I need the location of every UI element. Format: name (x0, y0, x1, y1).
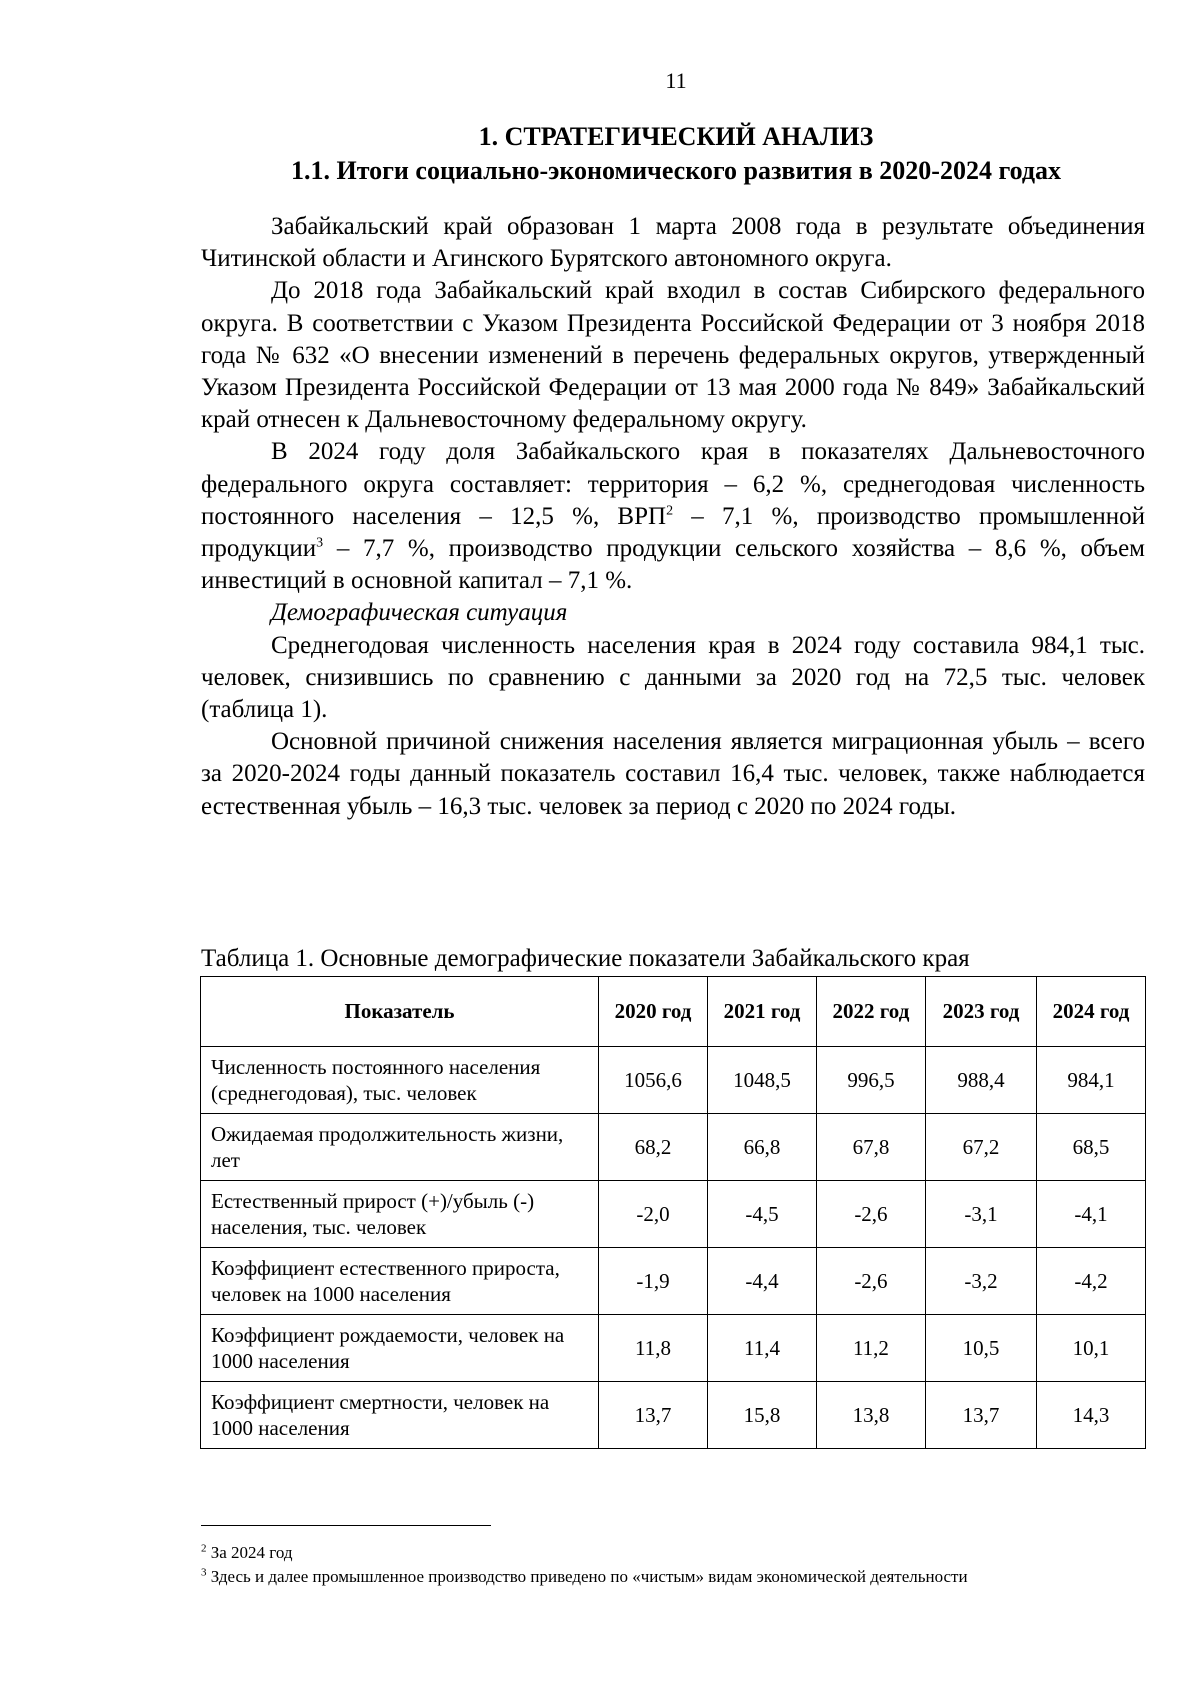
paragraph-3-part-b: – 7,1 %, производство промышленной продукции (201, 502, 1145, 563)
cell-value: -3,2 (925, 1248, 1036, 1315)
footnote-text: Здесь и далее промышленное производство приведено по «чистым» видам экономической деятельности (210, 1567, 968, 1586)
cell-value: -2,6 (816, 1248, 925, 1315)
row-label: Коэффициент естественного прироста, человек на 1000 населения (201, 1248, 599, 1315)
row-label: Ожидаемая продолжительность жизни, лет (201, 1114, 599, 1181)
footnote-divider (201, 1525, 491, 1526)
demographic-subtitle: Демографическая ситуация (271, 599, 568, 627)
footnote-ref-3[interactable]: 3 (316, 535, 324, 551)
cell-value: -2,6 (816, 1181, 925, 1248)
paragraph-3-part-a: В 2024 году доля Забайкальского края в показателях Дальневосточного федерального округа составляет: территория – 6,2 %, среднегодовая численность постоянного населения – 12,5 %, ВРП (201, 438, 1145, 530)
table-row (201, 1315, 1146, 1382)
demographics-table (200, 976, 1146, 1449)
cell-value: 67,8 (816, 1114, 925, 1181)
footnote-ref-2[interactable]: 2 (666, 503, 674, 519)
cell-value: -1,9 (599, 1248, 708, 1315)
row-label: Коэффициент смертности, человек на 1000 населения (201, 1382, 599, 1449)
table-row (201, 1382, 1146, 1449)
paragraph-5: Основной причиной снижения населения является миграционная убыль – всего за 2020-2024 годы данный показатель составил 16,4 тыс. человек, также наблюдается естественная убыль – 16,3 тыс. человек за период с 2020 по 2024 годы. (201, 728, 1145, 820)
cell-value: -4,4 (708, 1248, 817, 1315)
cell-value: 13,8 (816, 1382, 925, 1449)
table-caption: Таблица 1. Основные демографические показатели Забайкальского края (201, 945, 970, 972)
cell-value: 11,4 (708, 1315, 817, 1382)
cell-value: 68,5 (1037, 1114, 1146, 1181)
header-2023: 2023 год (925, 977, 1036, 1047)
row-label: Коэффициент рождаемости, человек на 1000 населения (201, 1315, 599, 1382)
body-text (201, 211, 1145, 823)
cell-value: 15,8 (708, 1382, 817, 1449)
paragraph-1: Забайкальский край образован 1 марта 2008 года в результате объединения Читинской области и Агинского Бурятского автономного округа. (201, 213, 1145, 273)
row-label: Естественный прирост (+)/убыль (-) населения, тыс. человек (201, 1181, 599, 1248)
paragraph-2: До 2018 года Забайкальский край входил в состав Сибирского федерального округа. В соответствии с Указом Президента Российской Федерации от 3 ноября 2018 года № 632 «О внесении изменений в перечень федеральных округов, утвержденный Указом Президента Российской Федерации от 13 мая 2000 года № 849» Забайкальский край отнесен к Дальневосточному федеральному округу. (201, 277, 1145, 434)
cell-value: 67,2 (925, 1114, 1036, 1181)
cell-value: -3,1 (925, 1181, 1036, 1248)
header-2021: 2021 год (708, 977, 817, 1047)
cell-value: 984,1 (1037, 1047, 1146, 1114)
footnote-text: За 2024 год (210, 1543, 293, 1562)
footnote-3 (201, 1567, 968, 1587)
table-row (201, 1181, 1146, 1248)
table-row (201, 1248, 1146, 1315)
table-row (201, 1114, 1146, 1181)
header-2020: 2020 год (599, 977, 708, 1047)
header-2024: 2024 год (1037, 977, 1146, 1047)
header-indicator: Показатель (201, 977, 599, 1047)
cell-value: 1056,6 (599, 1047, 708, 1114)
footnote-mark: 3 (201, 1566, 207, 1579)
cell-value: 988,4 (925, 1047, 1036, 1114)
section-heading: 1. СТРАТЕГИЧЕСКИЙ АНАЛИЗ (478, 122, 874, 151)
header-2022: 2022 год (816, 977, 925, 1047)
cell-value: 66,8 (708, 1114, 817, 1181)
page-number: 11 (665, 68, 687, 93)
cell-value: 14,3 (1037, 1382, 1146, 1449)
cell-value: 11,8 (599, 1315, 708, 1382)
table-row (201, 1047, 1146, 1114)
cell-value: -4,5 (708, 1181, 817, 1248)
footnote-2 (201, 1543, 293, 1563)
cell-value: 10,1 (1037, 1315, 1146, 1382)
row-label: Численность постоянного населения (среднегодовая), тыс. человек (201, 1047, 599, 1114)
subsection-heading: 1.1. Итоги социально-экономического развития в 2020-2024 годах (290, 156, 1062, 185)
paragraph-3 (201, 436, 1145, 597)
cell-value: 13,7 (925, 1382, 1036, 1449)
cell-value: 13,7 (599, 1382, 708, 1449)
cell-value: 996,5 (816, 1047, 925, 1114)
cell-value: -4,1 (1037, 1181, 1146, 1248)
cell-value: -4,2 (1037, 1248, 1146, 1315)
footnote-mark: 2 (201, 1542, 207, 1555)
cell-value: 1048,5 (708, 1047, 817, 1114)
cell-value: -2,0 (599, 1181, 708, 1248)
cell-value: 68,2 (599, 1114, 708, 1181)
cell-value: 10,5 (925, 1315, 1036, 1382)
cell-value: 11,2 (816, 1315, 925, 1382)
paragraph-4: Среднегодовая численность населения края в 2024 году составила 984,1 тыс. человек, снизившись по сравнению с данными за 2020 год на 72,5 тыс. человек (таблица 1). (201, 631, 1145, 724)
table-header-row (201, 977, 1146, 1047)
paragraph-3-part-c: – 7,7 %, производство продукции сельского хозяйства – 8,6 %, объем инвестиций в основной капитал – 7,1 %. (201, 535, 1145, 595)
